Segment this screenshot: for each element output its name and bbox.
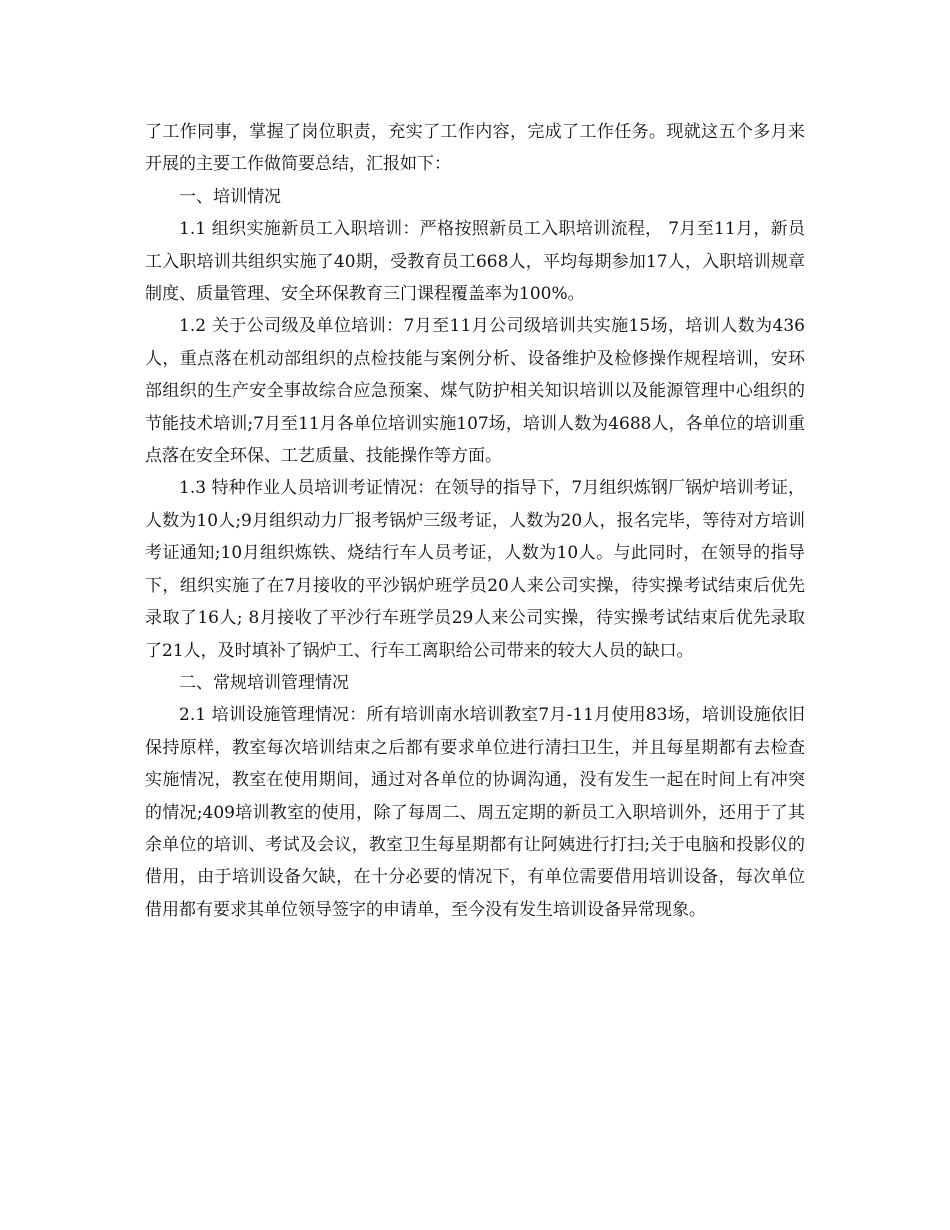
section-heading-training: 一、培训情况 bbox=[179, 186, 281, 207]
section-heading-routine-management: 二、常规培训管理情况 bbox=[179, 672, 349, 693]
paragraph-special-operations-certification: 1.3 特种作业人员培训考证情况：在领导的指导下，7月组织炼钢厂锅炉培训考证，人数为10人;9月组织动力厂报考锅炉三级考证，人数为20人，报名完毕，等待对方培训考证通知;10月组织炼铁、烧结行车人员考证，人数为10人。与此同时，在领导的指导下，组织实施了在7月接收的平沙锅炉班学员20人来公司实操，待实操考试结束后优先录取了16人; 8月接收了平沙行车班学员29人来公司实操，待实操考试结束后优先录取了21人，及时填补了锅炉工、行车工离职给公司带来的较大人员的缺口。 bbox=[145, 478, 805, 661]
document-body bbox=[145, 116, 805, 926]
paragraph-new-employee-training: 1.1 组织实施新员工入职培训：严格按照新员工入职培训流程， 7月至11月，新员工入职培训共组织实施了40期，受教育员工668人，平均每期参加17人，入职培训规章制度、质量管理、安全环保教育三门课程覆盖率为100%。 bbox=[145, 219, 805, 305]
paragraph-continuation: 了工作同事，掌握了岗位职责，充实了工作内容，完成了工作任务。现就这五个多月来开展的主要工作做简要总结，汇报如下： bbox=[145, 122, 805, 175]
paragraph-company-unit-training: 1.2 关于公司级及单位培训：7月至11月公司级培训共实施15场，培训人数为436人，重点落在机动部组织的点检技能与案例分析、设备维护及检修操作规程培训，安环部组织的生产安全事故综合应急预案、煤气防护相关知识培训以及能源管理中心组织的节能技术培训;7月至11月各单位培训实施107场，培训人数为4688人，各单位的培训重点落在安全环保、工艺质量、技能操作等方面。 bbox=[145, 316, 805, 467]
paragraph-facility-management: 2.1 培训设施管理情况：所有培训南水培训教室7月-11月使用83场，培训设施依旧保持原样，教室每次培训结束之后都有要求单位进行清扫卫生，并且每星期都有去检查实施情况，教室在使用期间，通过对各单位的协调沟通，没有发生一起在时间上有冲突的情况;409培训教室的使用，除了每周二、周五定期的新员工入职培训外，还用于了其余单位的培训、考试及会议，教室卫生每星期都有让阿姨进行打扫;关于电脑和投影仪的借用，由于培训设备欠缺，在十分必要的情况下，有单位需要借用培训设备，每次单位借用都有要求其单位领导签字的申请单，至今没有发生培训设备异常现象。 bbox=[145, 705, 805, 920]
